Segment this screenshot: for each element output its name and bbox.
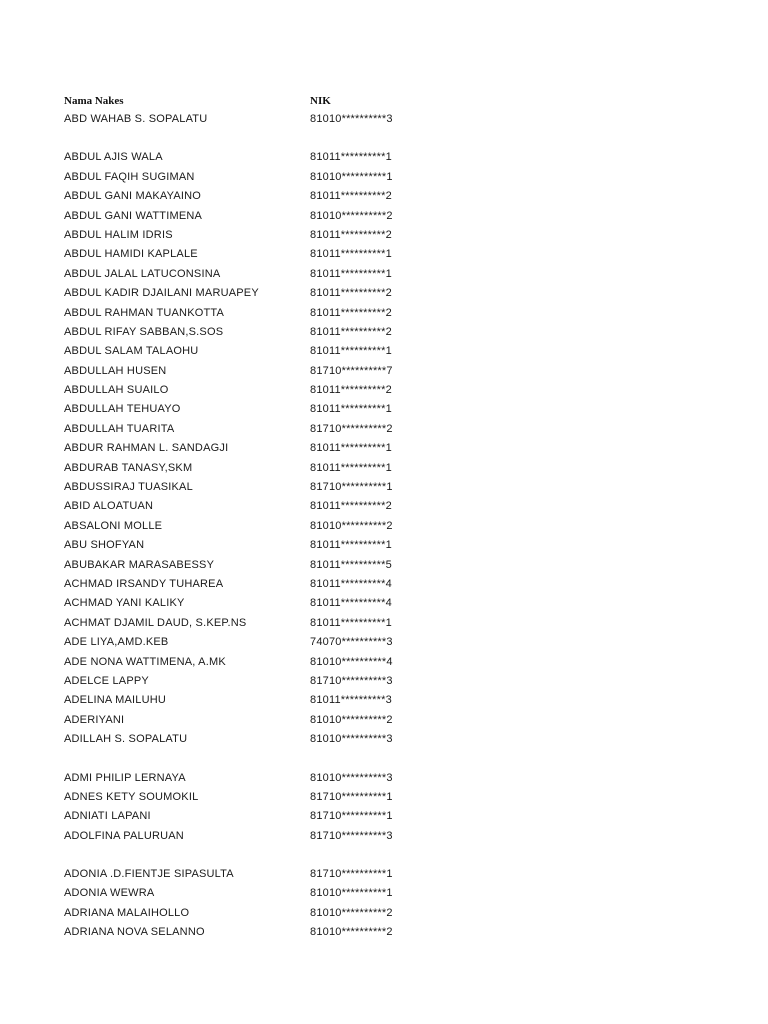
row-nik: 81010**********2 — [310, 906, 393, 919]
row-nik: 81011**********1 — [310, 267, 392, 280]
row-nik: 81710**********1 — [310, 790, 393, 803]
row-name: ADNES KETY SOUMOKIL — [64, 790, 199, 803]
row-nik: 81010**********3 — [310, 771, 393, 784]
table-row — [64, 342, 464, 361]
row-name: ABDULLAH TEHUAYO — [64, 403, 181, 416]
row-name: ABDUL JALAL LATUCONSINA — [64, 267, 221, 280]
table-row — [64, 865, 464, 884]
row-nik: 81011**********2 — [310, 228, 392, 241]
row-nik: 81011**********1 — [310, 151, 392, 164]
row-nik: 74070**********3 — [310, 636, 393, 649]
row-nik: 81010**********1 — [310, 887, 393, 900]
row-nik: 81010**********2 — [310, 926, 393, 939]
row-name: ABDUL AJIS WALA — [64, 151, 163, 164]
table-row — [64, 788, 464, 807]
row-name: ABDUL RIFAY SABBAN,S.SOS — [64, 325, 224, 338]
row-name: ACHMAD YANI KALIKY — [64, 597, 185, 610]
table-row — [64, 148, 464, 167]
row-nik: 81011**********1 — [310, 616, 392, 629]
row-name: ABDUL HAMIDI KAPLALE — [64, 248, 198, 261]
table-row — [64, 400, 464, 419]
row-name: ABD WAHAB S. SOPALATU — [64, 113, 208, 125]
row-nik: 81010**********3 — [310, 733, 393, 746]
row-name: ADNIATI LAPANI — [64, 810, 151, 823]
row-nik: 81010**********3 — [310, 113, 393, 125]
row-nik: 81011**********1 — [310, 248, 392, 261]
table-row — [64, 594, 464, 613]
table-row — [64, 497, 464, 516]
row-nik: 81710**********7 — [310, 364, 393, 377]
row-name: ABDUL KADIR DJAILANI MARUAPEY — [64, 287, 259, 300]
row-nik: 81011**********2 — [310, 190, 392, 203]
row-name: ADELINA MAILUHU — [64, 694, 167, 707]
row-nik: 81011**********2 — [310, 306, 392, 319]
row-name: ADONIA .D.FIENTJE SIPASULTA — [64, 868, 234, 881]
row-nik: 81710**********3 — [310, 674, 393, 687]
table-row — [64, 110, 464, 129]
row-nik: 81011**********1 — [310, 442, 392, 455]
row-name: ABUBAKAR MARASABESSY — [64, 558, 215, 571]
row-nik: 81011**********1 — [310, 403, 392, 416]
row-name: ACHMAT DJAMIL DAUD, S.KEP.NS — [64, 616, 247, 629]
row-name: ABDUL HALIM IDRIS — [64, 228, 173, 241]
table-row — [64, 884, 464, 903]
row-name: ABDULLAH SUAILO — [64, 384, 169, 397]
row-nik: 81010**********2 — [310, 209, 393, 222]
row-name: ADOLFINA PALURUAN — [64, 829, 184, 842]
table-row — [64, 459, 464, 478]
row-nik: 81011**********1 — [310, 461, 392, 474]
table-row — [64, 517, 464, 536]
table-row — [64, 207, 464, 226]
row-nik: 81710**********2 — [310, 422, 393, 435]
row-nik: 81011**********4 — [310, 577, 392, 590]
row-name: ADE NONA WATTIMENA, A.MK — [64, 655, 226, 668]
row-nik: 81011**********2 — [310, 287, 392, 300]
row-nik: 81710**********1 — [310, 810, 393, 823]
row-name: ABDUL FAQIH SUGIMAN — [64, 170, 195, 183]
table-row — [64, 284, 464, 303]
table-row — [64, 904, 464, 923]
row-name: ADMI PHILIP LERNAYA — [64, 771, 186, 784]
table-row — [64, 769, 464, 788]
row-name: ADE LIYA,AMD.KEB — [64, 636, 169, 649]
header-name: Nama Nakes — [64, 95, 124, 107]
table-row — [64, 691, 464, 710]
table-row — [64, 711, 464, 730]
table-row — [64, 265, 464, 284]
row-nik: 81011**********4 — [310, 597, 392, 610]
row-name: ADRIANA NOVA SELANNO — [64, 926, 205, 939]
table-row — [64, 362, 464, 381]
row-name: ADILLAH S. SOPALATU — [64, 733, 188, 746]
row-name: ADONIA WEWRA — [64, 887, 155, 900]
row-nik: 81010**********2 — [310, 713, 393, 726]
row-name: ADERIYANI — [64, 713, 125, 726]
table-row — [64, 226, 464, 245]
table-row — [64, 323, 464, 342]
row-nik: 81010**********1 — [310, 170, 393, 183]
table-body — [64, 110, 464, 943]
table-row — [64, 575, 464, 594]
table-row — [64, 304, 464, 323]
row-name: ADELCE LAPPY — [64, 674, 149, 687]
row-name: ABID ALOATUAN — [64, 500, 154, 513]
row-nik: 81011**********2 — [310, 325, 392, 338]
row-name: ADRIANA MALAIHOLLO — [64, 906, 190, 919]
row-name: ABDUL RAHMAN TUANKOTTA — [64, 306, 225, 319]
table-row — [64, 633, 464, 652]
row-nik: 81011**********2 — [310, 384, 392, 397]
row-name: ABDUR RAHMAN L. SANDAGJI — [64, 442, 229, 455]
table-row — [64, 807, 464, 826]
row-nik: 81010**********4 — [310, 655, 393, 668]
row-nik: 81710**********1 — [310, 868, 393, 881]
row-name: ABDULLAH HUSEN — [64, 364, 167, 377]
row-nik: 81010**********2 — [310, 519, 393, 532]
row-name: ABU SHOFYAN — [64, 539, 145, 552]
table-row — [64, 536, 464, 555]
row-name: ABDUL SALAM TALAOHU — [64, 345, 199, 358]
header-nik: NIK — [310, 95, 331, 107]
row-nik: 81011**********1 — [310, 539, 392, 552]
row-nik: 81011**********5 — [310, 558, 392, 571]
row-name: ABSALONI MOLLE — [64, 519, 163, 532]
row-nik: 81011**********3 — [310, 694, 392, 707]
row-name: ABDUL GANI MAKAYAINO — [64, 190, 202, 203]
table-row — [64, 556, 464, 575]
table-row — [64, 168, 464, 187]
row-nik: 81710**********3 — [310, 829, 393, 842]
table-row — [64, 381, 464, 400]
table-row — [64, 672, 464, 691]
table-row — [64, 614, 464, 633]
row-nik: 81710**********1 — [310, 481, 393, 494]
table-row — [64, 478, 464, 497]
table-row — [64, 730, 464, 749]
row-nik: 81011**********2 — [310, 500, 392, 513]
table-header — [64, 95, 464, 109]
table-row — [64, 420, 464, 439]
table-row — [64, 187, 464, 206]
row-name: ABDUL GANI WATTIMENA — [64, 209, 203, 222]
row-name: ACHMAD IRSANDY TUHAREA — [64, 577, 224, 590]
table-row — [64, 245, 464, 264]
row-name: ABDUSSIRAJ TUASIKAL — [64, 481, 193, 494]
table-row — [64, 923, 464, 942]
row-name: ABDULLAH TUARITA — [64, 422, 175, 435]
table-row — [64, 439, 464, 458]
row-nik: 81011**********1 — [310, 345, 392, 358]
table-row — [64, 827, 464, 846]
row-name: ABDURAB TANASY,SKM — [64, 461, 193, 474]
table-row — [64, 653, 464, 672]
